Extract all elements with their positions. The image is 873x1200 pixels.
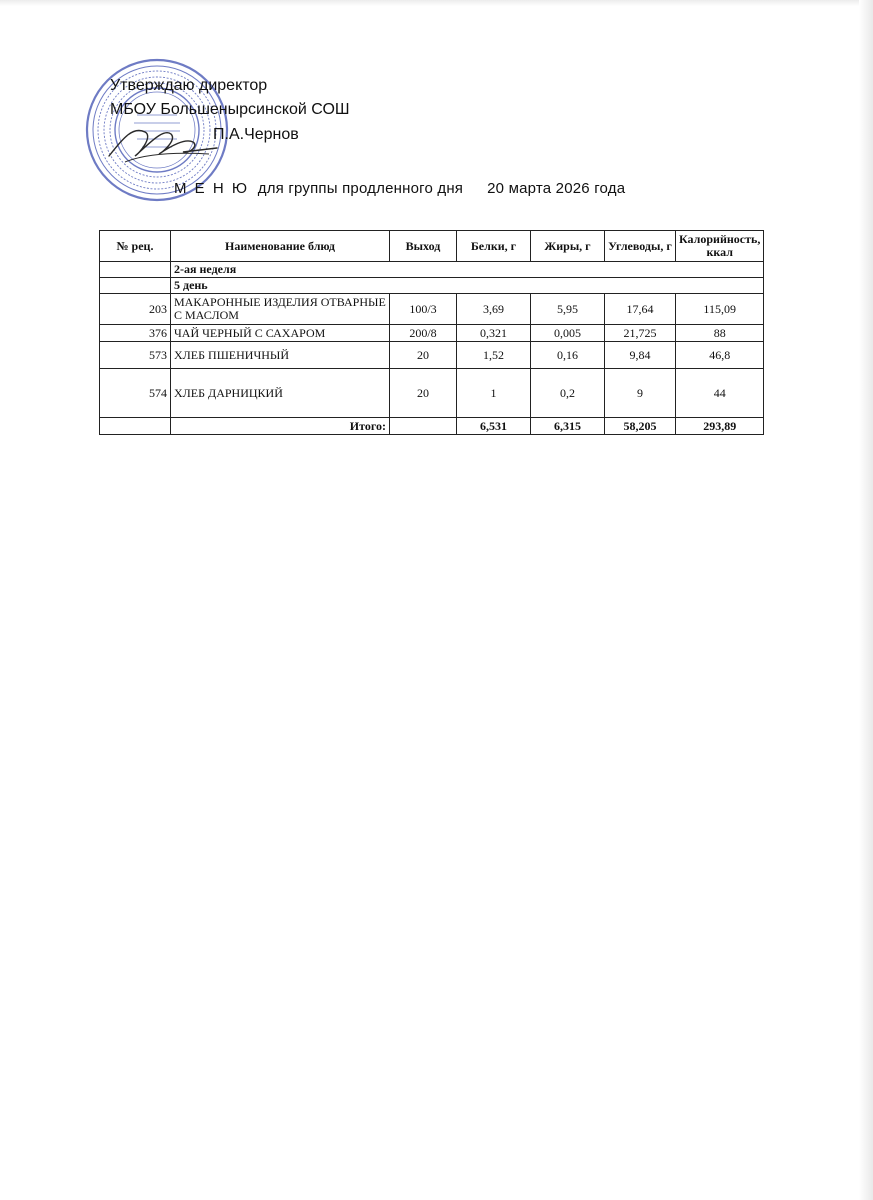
dish-name-cell: ХЛЕБ ДАРНИЦКИЙ (171, 369, 390, 418)
table-row (100, 369, 764, 418)
menu-date: 20 марта 2026 года (487, 180, 626, 197)
total-carbs: 58,205 (605, 418, 676, 435)
dish-name-cell: МАКАРОННЫЕ ИЗДЕЛИЯ ОТВАРНЫЕ С МАСЛОМ (171, 294, 390, 325)
fats-cell: 0,2 (531, 369, 605, 418)
output-cell: 200/8 (390, 325, 457, 342)
menu-table (99, 230, 764, 435)
output-cell: 20 (390, 369, 457, 418)
calories-cell: 44 (676, 369, 764, 418)
proteins-cell: 1 (457, 369, 531, 418)
output-cell: 100/3 (390, 294, 457, 325)
table-row (100, 294, 764, 325)
menu-title (174, 180, 625, 197)
total-label: Итого: (171, 418, 390, 435)
scan-edge-right (859, 0, 873, 1200)
dish-name-cell: ЧАЙ ЧЕРНЫЙ С САХАРОМ (171, 325, 390, 342)
total-fats: 6,315 (531, 418, 605, 435)
approval-line-title: Утверждаю директор (110, 77, 268, 94)
col-fats: Жиры, г (531, 231, 605, 262)
calories-cell: 46,8 (676, 342, 764, 369)
fats-cell: 0,16 (531, 342, 605, 369)
recipe-no-cell: 573 (100, 342, 171, 369)
scan-edge-top (0, 0, 873, 6)
col-carbs: Углеводы, г (605, 231, 676, 262)
carbs-cell: 9,84 (605, 342, 676, 369)
day-label: 5 день (171, 278, 764, 294)
col-output: Выход (390, 231, 457, 262)
signature-icon (105, 118, 220, 168)
fats-cell: 0,005 (531, 325, 605, 342)
recipe-no-cell: 203 (100, 294, 171, 325)
recipe-no-cell: 376 (100, 325, 171, 342)
calories-cell: 115,09 (676, 294, 764, 325)
proteins-cell: 3,69 (457, 294, 531, 325)
carbs-cell: 17,64 (605, 294, 676, 325)
proteins-cell: 1,52 (457, 342, 531, 369)
menu-word: М Е Н Ю (174, 180, 249, 197)
total-proteins: 6,531 (457, 418, 531, 435)
carbs-cell: 21,725 (605, 325, 676, 342)
proteins-cell: 0,321 (457, 325, 531, 342)
table-row (100, 325, 764, 342)
approval-line-school: МБОУ Большенырсинской СОШ (110, 101, 350, 118)
recipe-no-cell: 574 (100, 369, 171, 418)
fats-cell: 5,95 (531, 294, 605, 325)
calories-cell: 88 (676, 325, 764, 342)
carbs-cell: 9 (605, 369, 676, 418)
total-row (100, 418, 764, 435)
col-proteins: Белки, г (457, 231, 531, 262)
menu-group: для группы продленного дня (257, 180, 464, 197)
col-dish-name: Наименование блюд (171, 231, 390, 262)
table-header-row (100, 231, 764, 262)
total-calories: 293,89 (676, 418, 764, 435)
col-recipe-no: № рец. (100, 231, 171, 262)
col-calories: Калорийность, ккал (676, 231, 764, 262)
week-label: 2-ая неделя (171, 262, 764, 278)
dish-name-cell: ХЛЕБ ПШЕНИЧНЫЙ (171, 342, 390, 369)
approval-line-director-name: П.А.Чернов (213, 126, 299, 143)
week-row (100, 262, 764, 278)
table-row (100, 342, 764, 369)
output-cell: 20 (390, 342, 457, 369)
day-row (100, 278, 764, 294)
